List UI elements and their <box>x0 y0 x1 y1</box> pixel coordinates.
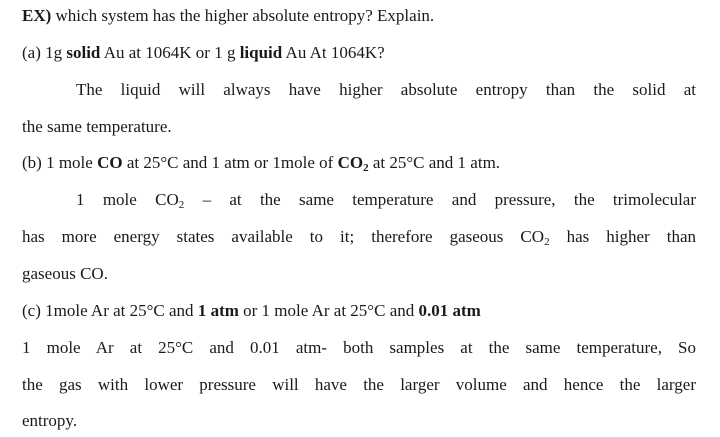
part-c-bold-001atm: 0.01 atm <box>418 301 481 320</box>
part-c-answer-line-2: the gas with lower pressure will have the larger volume and hence the larger <box>22 375 696 394</box>
part-c-bold-1atm: 1 atm <box>197 301 239 320</box>
part-b-text-2: at 25°C and 1 atm or 1mole of <box>122 153 338 172</box>
part-a-text-3: Au At 1064K? <box>282 43 385 62</box>
part-c-answer-line-3: entropy. <box>22 411 78 430</box>
part-b-text-1: (b) 1 mole <box>22 153 98 172</box>
title-text: which system has the higher absolute entropy? Explain. <box>51 6 435 25</box>
part-c-text-2: or 1 mole Ar at 25°C and <box>238 301 419 320</box>
answer-b-text-3: has more energy states available to it; therefore gaseous CO <box>22 227 545 246</box>
answer-b-subscript-2: 2 <box>544 236 550 248</box>
part-c-text-1: (c) 1mole Ar at 25°C and <box>22 301 198 320</box>
ex-label: EX) <box>22 6 52 25</box>
part-a-text-1: (a) 1g <box>22 43 67 62</box>
part-c-question <box>22 301 696 321</box>
part-a-bold-liquid: liquid <box>239 43 283 62</box>
part-a-question <box>22 43 696 63</box>
co2-formula: CO <box>337 153 364 172</box>
part-b-question <box>22 153 696 173</box>
part-a-answer-line-1: The liquid will always have higher absolute entropy than the solid at <box>76 80 696 99</box>
part-a-bold-solid: solid <box>66 43 101 62</box>
part-b-bold-co: CO <box>97 153 123 172</box>
part-a-answer-line-2: the same temperature. <box>22 117 172 136</box>
answer-b-subscript-1: 2 <box>178 199 185 211</box>
part-b-answer-line-2 <box>22 227 696 247</box>
part-b-bold-co2 <box>338 153 369 172</box>
answer-b-text-4: has higher than <box>549 227 696 246</box>
answer-b-text-1: 1 mole CO <box>76 190 179 209</box>
part-b-answer-line-3: gaseous CO. <box>22 264 108 283</box>
question-title <box>22 6 696 26</box>
part-c-answer-line-1: 1 mole Ar at 25°C and 0.01 atm- both samples at the same temperature, So <box>22 338 696 357</box>
answer-b-text-2: – at the same temperature and pressure, the trimolecular <box>184 190 696 209</box>
co2-subscript: 2 <box>363 162 369 174</box>
part-b-text-3: at 25°C and 1 atm. <box>368 153 501 172</box>
part-a-text-2: Au at 1064K or 1 g <box>100 43 240 62</box>
part-b-answer-line-1 <box>76 190 696 210</box>
